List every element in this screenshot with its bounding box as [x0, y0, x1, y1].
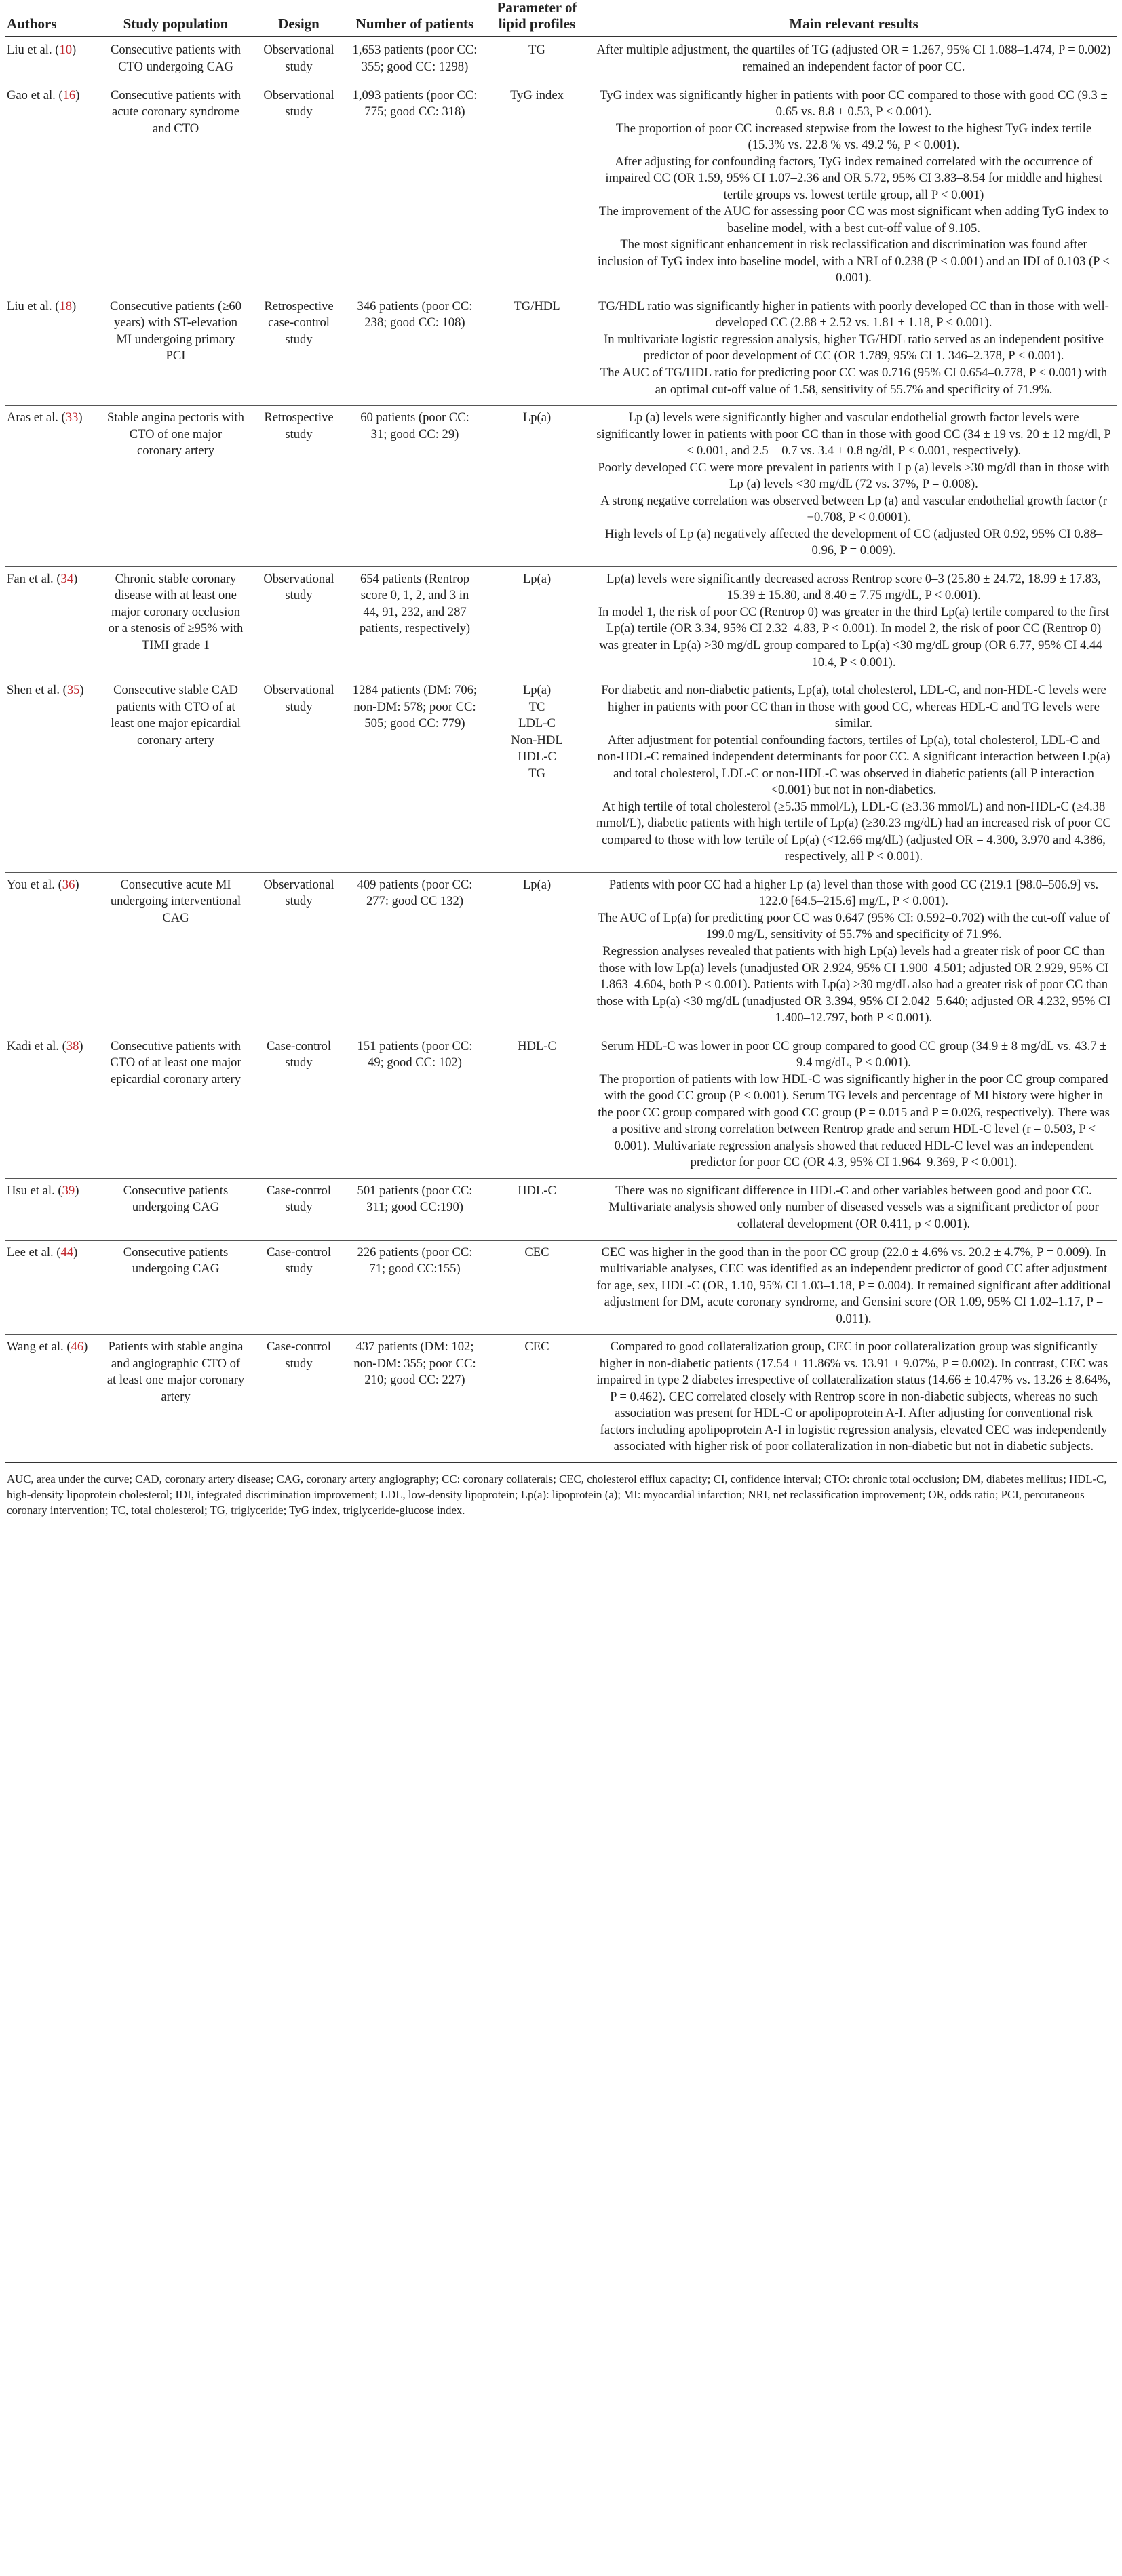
cell-patients: 346 patients (poor CC: 238; good CC: 108) [347, 294, 483, 405]
cell-patients: 151 patients (poor CC: 49; good CC: 102) [347, 1034, 483, 1178]
parameter-item: TG [528, 43, 545, 58]
author-name: You et al. [7, 877, 55, 892]
cell-author: Fan et al. (34) [5, 566, 100, 678]
reference-link[interactable]: 16 [62, 87, 76, 102]
cell-design: Retrospective case-control study [251, 294, 347, 405]
table-body [5, 37, 1117, 1462]
parameter-item: CEC [524, 1245, 549, 1260]
cell-patients: 654 patients (Rentrop score 0, 1, 2, and 3 in 44, 91, 232, and 287 patients, respectively) [347, 566, 483, 678]
table-row [5, 83, 1117, 294]
table-row [5, 294, 1117, 405]
reference-link[interactable]: 38 [66, 1038, 79, 1053]
parameter-item: HDL-C [518, 1038, 556, 1053]
parameter-item: TG [528, 766, 545, 781]
cell-results [591, 406, 1117, 567]
cell-results [591, 1034, 1117, 1178]
result-paragraph: A strong negative correlation was observed between Lp (a) and vascular endothelial growth factor (r = −0.708, P < 0.0001). [600, 493, 1107, 525]
author-name: Lee et al. [7, 1245, 54, 1260]
cell-results [591, 37, 1117, 83]
parameter-item: LDL-C [518, 716, 556, 731]
cell-population: Consecutive stable CAD patients with CTO of at least one major epicardial coronary artery [100, 678, 251, 873]
cell-results [591, 294, 1117, 405]
result-paragraph: CEC was higher in the good than in the poor CC group (22.0 ± 4.6% vs. 20.2 ± 4.7%, P = 0.009). In multivariable analyses, CEC was identified as an independent predictor of good CC after adjustment for age, sex, HDL-C (OR, 1.10, 95% CI 1.03–1.18, P = 0.004). It remained significant after additional adjustment for DM, acute coronary syndrome, and Gensini score (OR 1.09, 95% CI 1.02–1.17, P = 0.011). [596, 1245, 1111, 1326]
author-name: Wang et al. [7, 1340, 64, 1354]
result-paragraph: TG/HDL ratio was significantly higher in patients with poorly developed CC than in those with well-developed CC (2.88 ± 2.52 vs. 1.81 ± 1.18, P < 0.001). [598, 298, 1109, 330]
cell-parameters [483, 1240, 591, 1335]
header-design: Design [251, 0, 347, 37]
result-paragraph: Lp(a) levels were significantly decreased across Rentrop score 0–3 (25.80 ± 24.72, 18.99 ± 17.83, 15.39 ± 15.80, and 8.40 ± 7.75 mg/dL, P < 0.001). [606, 571, 1101, 603]
cell-population: Patients with stable angina and angiographic CTO of at least one major coronary artery [100, 1335, 251, 1463]
parameter-item: Non-HDL [511, 733, 563, 747]
reference-link[interactable]: 39 [62, 1183, 75, 1198]
cell-results [591, 678, 1117, 873]
result-paragraph: The AUC of TG/HDL ratio for predicting poor CC was 0.716 (95% CI 0.654–0.778, P < 0.001) with an optimal cut-off value of 1.58, sensitivity of 55.7% and specificity of 71.9%. [600, 366, 1108, 397]
parameter-item: Lp(a) [522, 683, 552, 698]
cell-design: Case-control study [251, 1335, 347, 1463]
parameter-item: TG/HDL [514, 298, 560, 313]
cell-results [591, 872, 1117, 1034]
cell-patients: 60 patients (poor CC: 31; good CC: 29) [347, 406, 483, 567]
cell-population: Consecutive acute MI undergoing interventional CAG [100, 872, 251, 1034]
cell-parameters [483, 83, 591, 294]
result-paragraph: High levels of Lp (a) negatively affected the development of CC (adjusted OR 0.92, 95% CI 0.88–0.96, P = 0.009). [604, 526, 1103, 558]
studies-table [5, 0, 1117, 1463]
author-name: Kadi et al. [7, 1038, 59, 1053]
header-parameter: Parameter of lipid profiles [483, 0, 591, 37]
result-paragraph: Compared to good collateralization group, CEC in poor collateralization group was significantly higher in non-diabetic patients (17.54 ± 11.86% vs. 13.91 ± 9.07%, P = 0.002). In contrast, CEC was impaired in type 2 diabetes irrespective of collateralization status (14.66 ± 10.47% vs. 13.26 ± 8.64%, P = 0.462). CEC correlated closely with Rentrop score in non-diabetic subjects, whereas no such association was present for HDL-C or apolipoprotein A-I. After adjusting for conventional risk factors including apolipoprotein A-I in logistic regression analysis, elevated CEC was independently associated with higher risk of poor collateralization in non-diabetic but not in diabetic subjects. [596, 1340, 1111, 1454]
cell-parameters [483, 1034, 591, 1178]
table-row [5, 678, 1117, 873]
parameter-item: HDL-C [518, 1183, 556, 1198]
cell-parameters [483, 1178, 591, 1240]
reference-link[interactable]: 10 [59, 43, 73, 58]
cell-design: Observational study [251, 37, 347, 83]
cell-population: Consecutive patients with CTO of at least one major epicardial coronary artery [100, 1034, 251, 1178]
result-paragraph: After adjusting for confounding factors, TyG index remained correlated with the occurrence of impaired CC (OR 1.59, 95% CI 1.07–2.36 and OR 5.72, 95% CI 3.83–8.54 for middle and highest tertile groups vs. lowest tertile group, all P < 0.001) [605, 154, 1102, 202]
cell-author: Shen et al. (35) [5, 678, 100, 873]
result-paragraph: The most significant enhancement in risk reclassification and discrimination was found after inclusion of TyG index into baseline model, with a NRI of 0.238 (P < 0.001) and an IDI of 0.103 (P < 0.001). [598, 237, 1110, 286]
table-row [5, 1034, 1117, 1178]
cell-patients: 1284 patients (DM: 706; non-DM: 578; poor CC: 505; good CC: 779) [347, 678, 483, 873]
cell-author: Lee et al. (44) [5, 1240, 100, 1335]
cell-design: Observational study [251, 872, 347, 1034]
cell-author: Aras et al. (33) [5, 406, 100, 567]
result-paragraph: The proportion of poor CC increased stepwise from the lowest to the highest TyG index tertile (15.3% vs. 22.8 % vs. 49.2 %, P < 0.001). [615, 121, 1092, 153]
cell-results [591, 566, 1117, 678]
author-name: Gao et al. [7, 87, 56, 102]
cell-author: You et al. (36) [5, 872, 100, 1034]
result-paragraph: Serum HDL-C was lower in poor CC group compared to good CC group (34.9 ± 8 mg/dL vs. 43.7 ± 9.4 mg/dL, P < 0.001). [600, 1038, 1107, 1070]
cell-results [591, 83, 1117, 294]
result-paragraph: Patients with poor CC had a higher Lp (a) level than those with good CC (219.1 [98.0–506.9] vs. 122.0 [64.5–215.6] mg/L, P < 0.001). [608, 877, 1099, 909]
result-paragraph: Lp (a) levels were significantly higher and vascular endothelial growth factor levels were significantly lower in patients with poor CC than in those with good CC (34 ± 19 vs. 20 ± 12 mg/dl, P < 0.001, and 2.5 ± 0.7 vs. 3.4 ± 0.8 ng/dl, P < 0.001, respectively). [596, 410, 1111, 458]
cell-patients: 409 patients (poor CC: 277: good CC 132) [347, 872, 483, 1034]
result-paragraph: For diabetic and non-diabetic patients, Lp(a), total cholesterol, LDL-C, and non-HDL-C levels were higher in patients with poor CC than in those with good CC, whereas HDL-C and TG levels were similar. [601, 683, 1106, 731]
cell-author: Kadi et al. (38) [5, 1034, 100, 1178]
cell-patients: 501 patients (poor CC: 311; good CC:190) [347, 1178, 483, 1240]
author-name: Liu et al. [7, 43, 52, 58]
table-row [5, 1335, 1117, 1463]
cell-parameters [483, 566, 591, 678]
header-patients: Number of patients [347, 0, 483, 37]
parameter-item: Lp(a) [522, 571, 552, 586]
cell-parameters [483, 678, 591, 873]
header-results: Main relevant results [591, 0, 1117, 37]
parameter-item: HDL-C [518, 749, 556, 764]
cell-population: Consecutive patients with acute coronary syndrome and CTO [100, 83, 251, 294]
reference-link[interactable]: 46 [71, 1340, 84, 1354]
cell-design: Observational study [251, 566, 347, 678]
cell-parameters [483, 1335, 591, 1463]
header-population: Study population [100, 0, 251, 37]
result-paragraph: Regression analyses revealed that patients with high Lp(a) levels had a greater risk of poor CC than those with low Lp(a) levels (unadjusted OR 2.924, 95% CI 1.900–4.501; adjusted OR 2.929, 95% CI 1.863–4.604, both P < 0.001). Patients with Lp(a) ≥30 mg/dL also had a greater risk of poor CC than those with Lp(a) <30 mg/dL (unadjusted OR 3.394, 95% CI 2.042–5.640; adjusted OR 4.232, 95% CI 1.400–12.797, both P < 0.001). [596, 944, 1111, 1026]
result-paragraph: The AUC of Lp(a) for predicting poor CC was 0.647 (95% CI: 0.592–0.702) with the cut-off value of 199.0 mg/L, sensitivity of 55.7% and specificity of 71.9%. [598, 910, 1110, 942]
cell-population: Consecutive patients undergoing CAG [100, 1178, 251, 1240]
cell-parameters [483, 37, 591, 83]
cell-author: Liu et al. (10) [5, 37, 100, 83]
result-paragraph: After adjustment for potential confounding factors, tertiles of Lp(a), total cholesterol, LDL-C and non-HDL-C remained independent determinants for poor CC. A significant interaction between Lp(a) and total cholesterol, LDL-C or non-HDL-C was observed in diabetic patients (all P interaction <0.001) but not in non-diabetics. [597, 733, 1110, 798]
parameter-item: TyG index [510, 87, 564, 102]
cell-design: Observational study [251, 83, 347, 294]
cell-parameters [483, 406, 591, 567]
reference-link[interactable]: 18 [59, 298, 73, 313]
result-paragraph: There was no significant difference in HDL-C and other variables between good and poor CC. Multivariate analysis showed only number of diseased vessels was a significant predictor of poor collateral development (OR 0.411, p < 0.001). [608, 1183, 1099, 1231]
result-paragraph: After multiple adjustment, the quartiles of TG (adjusted OR = 1.267, 95% CI 1.088–1.474, P = 0.002) remained an independent factor of poor CC. [596, 43, 1111, 74]
cell-parameters [483, 872, 591, 1034]
result-paragraph: The improvement of the AUC for assessing poor CC was most significant when adding TyG index to baseline model, with a best cut-off value of 9.105. [598, 204, 1109, 235]
result-paragraph: In multivariate logistic regression analysis, higher TG/HDL ratio served as an independent positive predictor of poor development of CC (OR 1.789, 95% CI 1. 346–2.378, P < 0.001). [604, 332, 1104, 364]
reference-link[interactable]: 33 [65, 410, 79, 425]
cell-population: Consecutive patients with CTO undergoing CAG [100, 37, 251, 83]
reference-link[interactable]: 44 [60, 1245, 74, 1260]
author-name: Liu et al. [7, 298, 52, 313]
author-name: Fan et al. [7, 571, 54, 586]
cell-design: Case-control study [251, 1240, 347, 1335]
cell-author: Hsu et al. (39) [5, 1178, 100, 1240]
reference-link[interactable]: 36 [62, 877, 75, 892]
parameter-item: Lp(a) [522, 410, 552, 425]
cell-author: Liu et al. (18) [5, 294, 100, 405]
result-paragraph: The proportion of patients with low HDL-C was significantly higher in the poor CC group compared with the good CC group (P < 0.001). Serum TG levels and percentage of MI history were higher in the poor CC group compared with good CC group (P = 0.015 and P = 0.026, respectively). There was a positive and strong correlation between Rentrop grade and serum HDL-C level (r = 0.503, P < 0.001). Multivariate regression analysis showed that reduced HDL-C level was an independent predictor for poor CC (OR 4.3, 95% CI 1.964–9.369, P < 0.001). [598, 1072, 1110, 1170]
reference-link[interactable]: 35 [66, 683, 80, 698]
cell-design: Case-control study [251, 1034, 347, 1178]
author-name: Shen et al. [7, 683, 60, 698]
table-footnote: AUC, area under the curve; CAD, coronary artery disease; CAG, coronary artery angiography; CC: coronary collaterals; CEC, cholesterol efflux capacity; CI, confidence interval; CTO: chronic total occlusion; DM, diabetes mellitus; HDL-C, high-density lipoprotein cholesterol; IDI, integrated discrimination improvement; LDL, low-density lipoprotein; Lp(a): lipoprotein (a); MI: myocardial infarction; NRI, net reclassification improvement; OR, odds ratio; PCI, percutaneous coronary intervention; TC, total cholesterol; TG, triglyceride; TyG index, triglyceride-glucose index. [5, 1462, 1117, 1519]
cell-author: Gao et al. (16) [5, 83, 100, 294]
result-paragraph: At high tertile of total cholesterol (≥5.35 mmol/L), LDL-C (≥3.36 mmol/L) and non-HDL-C (≥4.38 mmol/L), diabetic patients with high tertile of Lp(a) (≥30.23 mg/dL) had an increased risk of poor CC compared to those with low tertile of Lp(a) (<12.66 mg/dL) (adjusted OR = 4.300, 3.970 and 4.386, respectively, all P < 0.001). [596, 799, 1111, 864]
result-paragraph: TyG index was significantly higher in patients with poor CC compared to those with good CC (9.3 ± 0.65 vs. 8.8 ± 0.53, P < 0.001). [600, 87, 1108, 119]
table-row [5, 406, 1117, 567]
result-paragraph: Poorly developed CC were more prevalent in patients with Lp (a) levels ≥30 mg/dl than in those with Lp (a) levels <30 mg/dL (72 vs. 37%, P = 0.008). [598, 460, 1110, 492]
cell-design: Observational study [251, 678, 347, 873]
cell-population: Consecutive patients undergoing CAG [100, 1240, 251, 1335]
author-name: Hsu et al. [7, 1183, 55, 1198]
cell-patients: 1,093 patients (poor CC: 775; good CC: 318) [347, 83, 483, 294]
cell-population: Consecutive patients (≥60 years) with ST-elevation MI undergoing primary PCI [100, 294, 251, 405]
table-row [5, 37, 1117, 83]
cell-results [591, 1335, 1117, 1463]
author-name: Aras et al. [7, 410, 58, 425]
parameter-item: TC [528, 699, 545, 714]
cell-author: Wang et al. (46) [5, 1335, 100, 1463]
table-row [5, 1240, 1117, 1335]
cell-patients: 226 patients (poor CC: 71; good CC:155) [347, 1240, 483, 1335]
cell-design: Retrospective study [251, 406, 347, 567]
cell-results [591, 1178, 1117, 1240]
cell-patients: 437 patients (DM: 102; non-DM: 355; poor CC: 210; good CC: 227) [347, 1335, 483, 1463]
result-paragraph: In model 1, the risk of poor CC (Rentrop 0) was greater in the third Lp(a) tertile compared to the first Lp(a) tertile (OR 3.34, 95% CI 2.32–4.83, P < 0.001). In model 2, the risk of poor CC (Rentrop 0) was greater in Lp(a) >30 mg/dL group compared to Lp(a) <30 mg/dL group (OR 6.77, 95% CI 4.44–10.4, P < 0.001). [598, 604, 1110, 669]
table-header [5, 0, 1117, 37]
table-row [5, 566, 1117, 678]
cell-patients: 1,653 patients (poor CC: 355; good CC: 1298) [347, 37, 483, 83]
table-row [5, 872, 1117, 1034]
header-authors: Authors [5, 0, 100, 37]
parameter-item: CEC [524, 1340, 549, 1354]
table-row [5, 1178, 1117, 1240]
cell-population: Chronic stable coronary disease with at least one major coronary occlusion or a stenosis of ≥95% with TIMI grade 1 [100, 566, 251, 678]
cell-population: Stable angina pectoris with CTO of one major coronary artery [100, 406, 251, 567]
cell-parameters [483, 294, 591, 405]
cell-results [591, 1240, 1117, 1335]
parameter-item: Lp(a) [522, 877, 552, 892]
reference-link[interactable]: 34 [60, 571, 74, 586]
cell-design: Case-control study [251, 1178, 347, 1240]
